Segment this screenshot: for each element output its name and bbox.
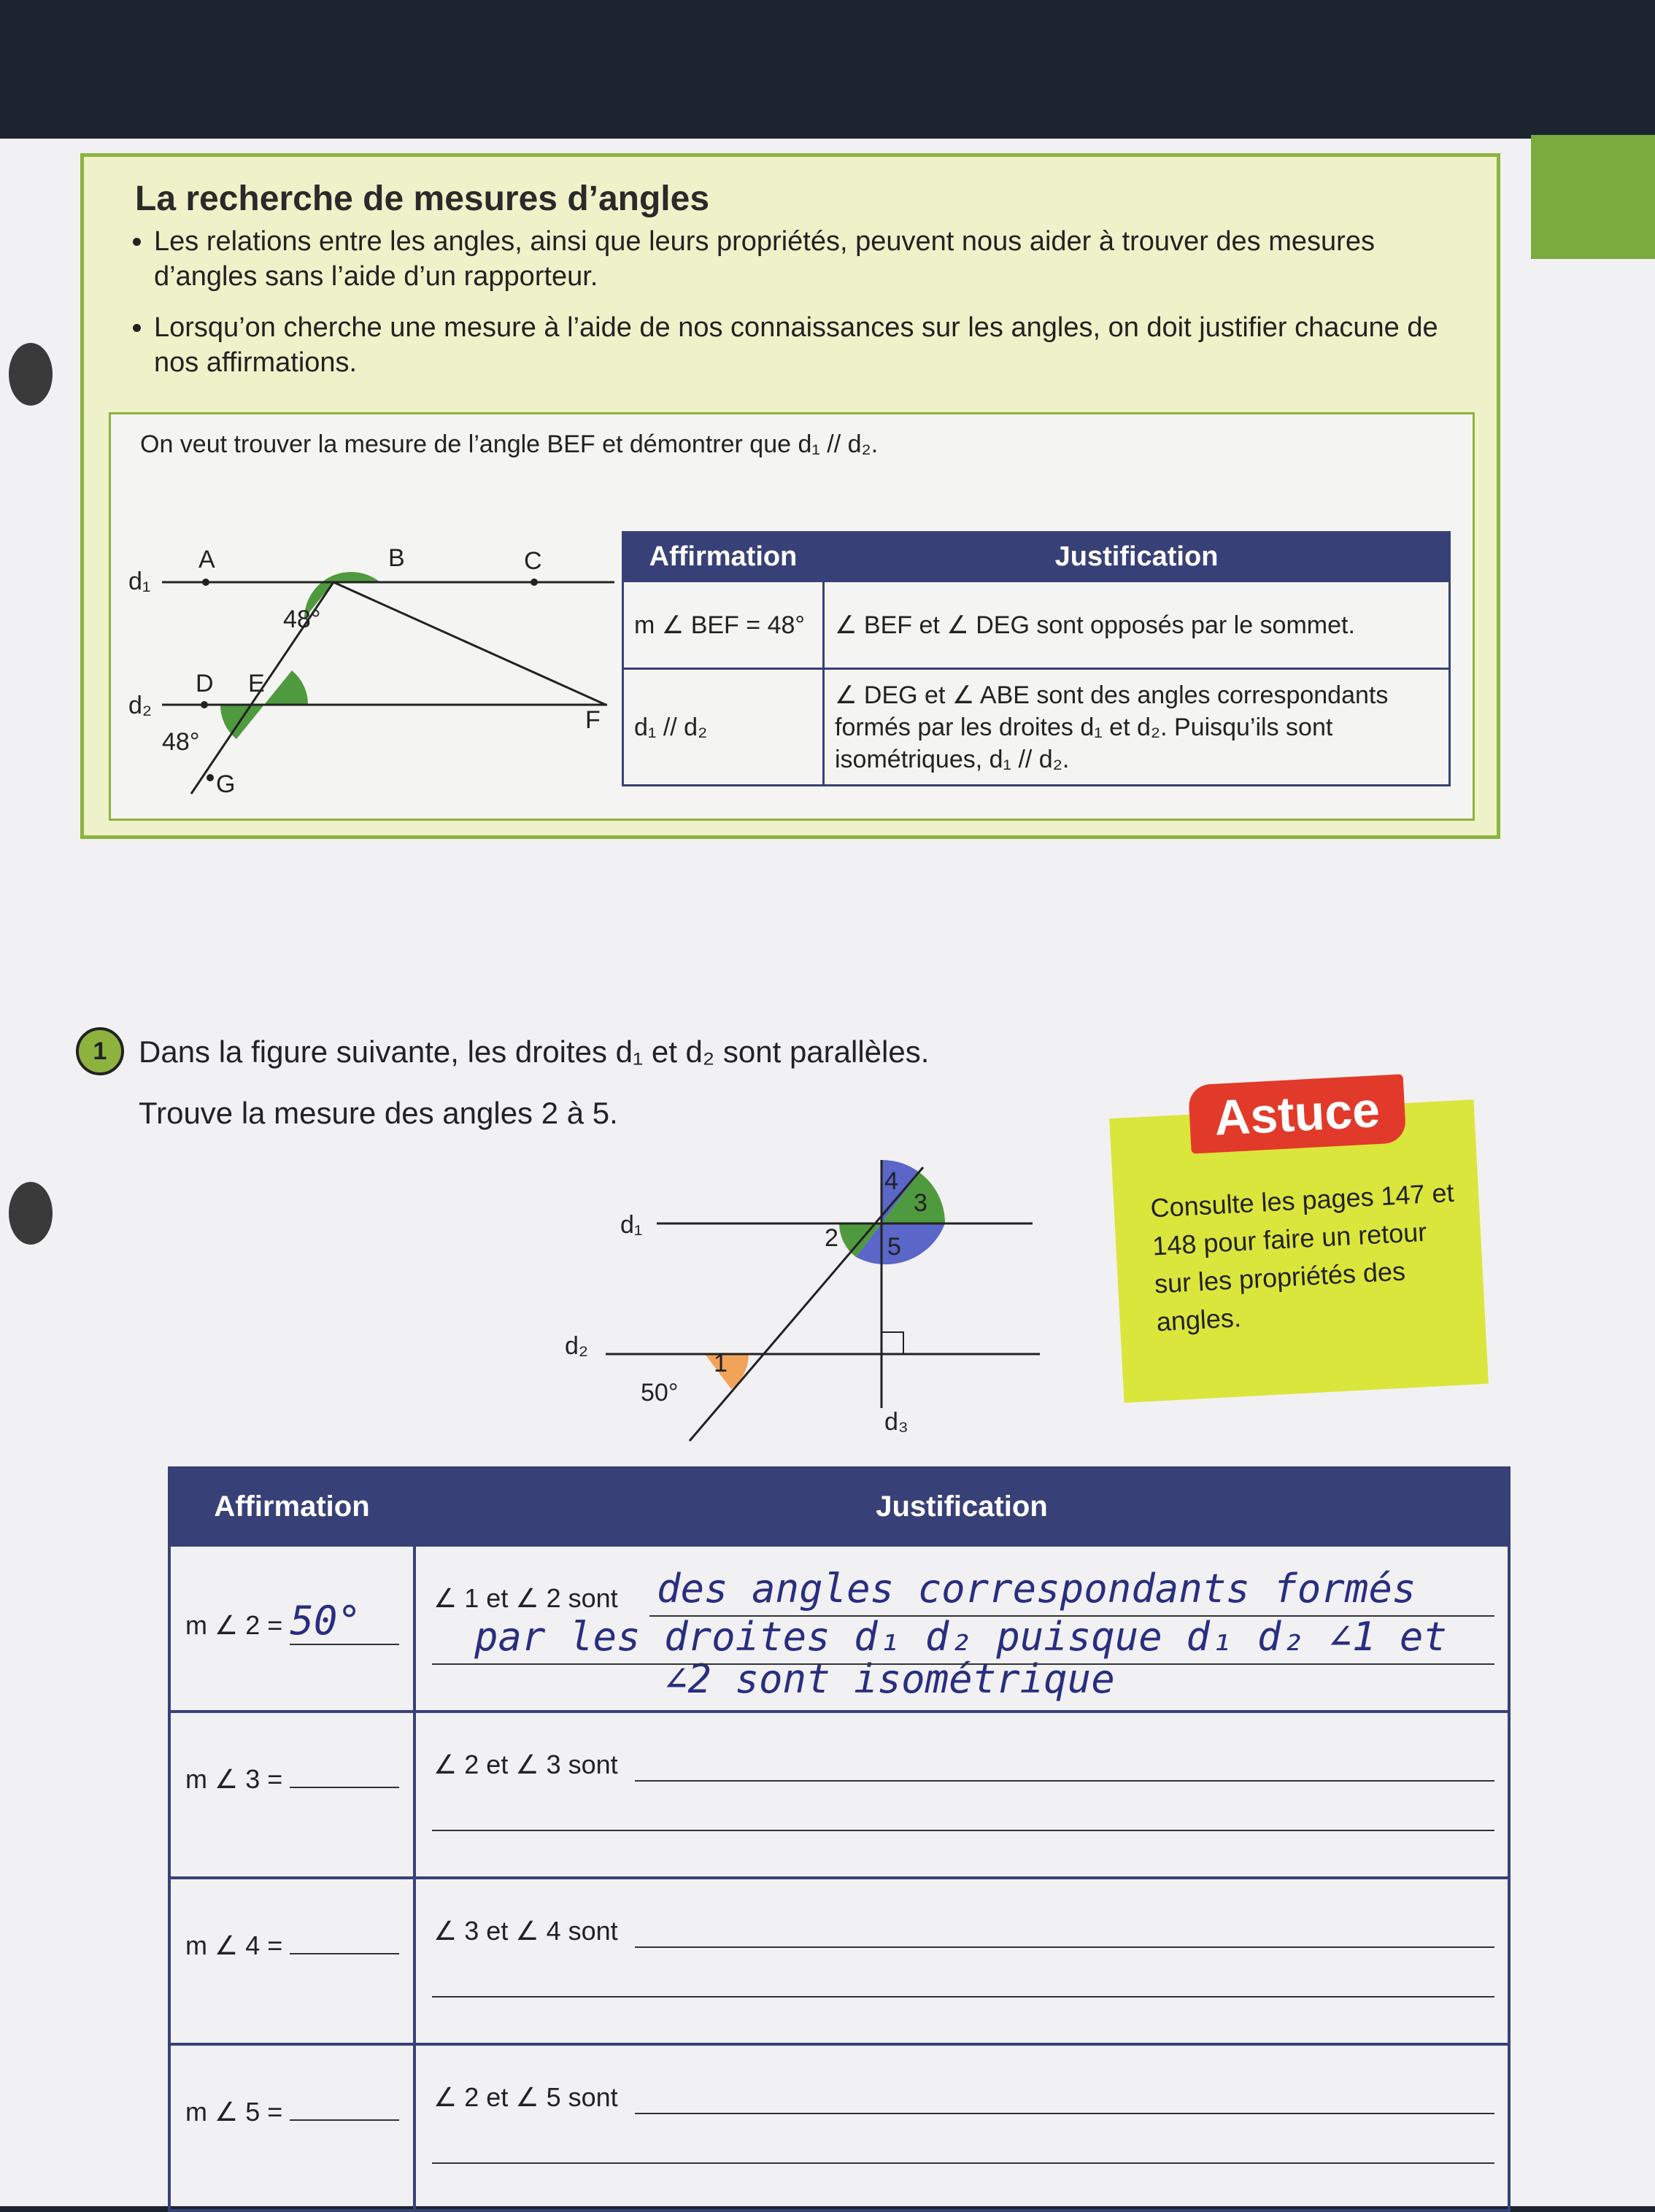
col-header-justification: Justification — [414, 1468, 1509, 1545]
affirmation-m2 — [185, 1598, 399, 1645]
example-figure — [118, 480, 614, 801]
affirmation-label: m ∠ 4 = — [185, 1930, 283, 1960]
answer-table — [168, 1466, 1511, 2212]
label-50-degrees: 50° — [641, 1379, 679, 1407]
example-affirmation: m ∠ BEF = 48° — [623, 581, 824, 669]
astuce-box — [1109, 1081, 1489, 1403]
justification-prefix: ∠ 2 et ∠ 3 sont — [433, 1749, 618, 1779]
label-d1: d₁ — [128, 568, 151, 595]
affirmation-label: m ∠ 3 = — [185, 1764, 283, 1794]
astuce-title: Astuce — [1188, 1074, 1406, 1153]
label-f: F — [585, 706, 601, 734]
example-statement: On veut trouver la mesure de l’angle BEF et démontrer que d₁ // d₂. — [140, 430, 879, 458]
right-angle-mark — [881, 1332, 903, 1354]
label-c: C — [524, 547, 542, 575]
answer-line[interactable] — [432, 1996, 1494, 1998]
affirmation-cell — [169, 2044, 414, 2211]
affirmation-m4 — [185, 1930, 399, 1961]
answer-line[interactable] — [635, 1780, 1494, 1782]
handwritten-answer: 50° — [290, 1598, 361, 1644]
info-bullet: • Les relations entre les angles, ainsi que leurs propriétés, peuvent nous aider à trouver des mesures d’angles sans l’aide d’un rapporteur. — [154, 224, 1453, 294]
point-c — [531, 579, 538, 586]
affirmation-m3 — [185, 1764, 399, 1795]
binder-hole — [9, 1182, 53, 1245]
point-g — [207, 774, 214, 781]
label-48-bottom: 48° — [162, 728, 200, 756]
label-angle-4: 4 — [884, 1167, 898, 1195]
exercise-number-badge: 1 — [76, 1027, 124, 1075]
answer-line[interactable] — [635, 1946, 1494, 1948]
answer-line[interactable] — [649, 1615, 1494, 1617]
example-box — [109, 412, 1475, 821]
answer-line[interactable] — [432, 1830, 1494, 1831]
justification-cell — [414, 1545, 1509, 1712]
exercise-instruction: Dans la figure suivante, les droites d₁ et d₂ sont parallèles. — [139, 1035, 930, 1069]
label-angle-3: 3 — [914, 1189, 927, 1217]
answer-blank[interactable] — [290, 1787, 399, 1788]
label-b: B — [388, 544, 405, 572]
handwritten-line: par les droites d₁ d₂ puisque d₁ d₂ ∠1 et — [474, 1614, 1447, 1660]
answer-line[interactable] — [432, 1663, 1494, 1665]
handwritten-line: des angles correspondants formés — [657, 1566, 1416, 1612]
answer-blank[interactable] — [290, 1953, 399, 1954]
exercise-figure — [555, 1145, 1065, 1459]
label-angle-1: 1 — [714, 1350, 728, 1377]
justification-prefix: ∠ 1 et ∠ 2 sont — [433, 1583, 618, 1613]
label-d2: d₂ — [128, 692, 153, 719]
exercise-question: Trouve la mesure des angles 2 à 5. — [139, 1096, 618, 1130]
point-a — [202, 579, 209, 586]
label-d: D — [196, 670, 214, 697]
transversal — [690, 1167, 923, 1441]
label-e: E — [248, 670, 265, 697]
example-affirmation: d₁ // d₂ — [623, 669, 824, 786]
justification-prefix: ∠ 3 et ∠ 4 sont — [433, 1916, 618, 1946]
answer-blank[interactable] — [290, 1598, 399, 1645]
col-header-justification: Justification — [824, 533, 1450, 581]
answer-blank[interactable] — [290, 2119, 399, 2121]
info-box — [80, 153, 1500, 839]
point-d — [201, 701, 208, 708]
answer-line[interactable] — [432, 2162, 1494, 2164]
label-d2: d₂ — [565, 1332, 589, 1360]
label-d1: d₁ — [620, 1211, 643, 1239]
label-g: G — [216, 770, 236, 798]
angle-deg-wedge — [220, 705, 264, 739]
page-tab — [1531, 135, 1655, 259]
example-table — [622, 531, 1451, 786]
label-angle-2: 2 — [825, 1224, 838, 1252]
affirmation-label: m ∠ 2 = — [185, 1610, 283, 1640]
affirmation-cell — [169, 1878, 414, 2044]
example-justification: ∠ DEG et ∠ ABE sont des angles correspondants formés par les droites d₁ et d₂. Puisqu’ils sont isométriques, d₁ // d₂. — [824, 669, 1450, 786]
affirmation-m5 — [185, 2097, 399, 2127]
binder-hole — [9, 343, 53, 406]
col-header-affirmation: Affirmation — [623, 533, 824, 581]
segment-bf — [333, 582, 606, 705]
col-header-affirmation: Affirmation — [169, 1468, 414, 1545]
label-angle-5: 5 — [887, 1233, 901, 1261]
justification-cell — [414, 2044, 1509, 2211]
affirmation-cell — [169, 1545, 414, 1712]
label-a: A — [198, 546, 215, 573]
justification-cell — [414, 1878, 1509, 2044]
info-bullet: • Lorsqu’on cherche une mesure à l’aide de nos connaissances sur les angles, on doit justifier chacune de nos affirmations. — [154, 310, 1453, 380]
info-bullets — [125, 224, 1453, 396]
handwritten-line: ∠2 sont isométrique — [664, 1656, 1115, 1702]
affirmation-cell — [169, 1712, 414, 1878]
justification-prefix: ∠ 2 et ∠ 5 sont — [433, 2082, 618, 2112]
info-title: La recherche de mesures d’angles — [135, 179, 710, 218]
justification-cell — [414, 1712, 1509, 1878]
astuce-text: Consulte les pages 147 et 148 pour faire un retour sur les propriétés des angles. — [1149, 1177, 1455, 1337]
affirmation-label: m ∠ 5 = — [185, 2097, 283, 2127]
label-48-top: 48° — [283, 606, 321, 633]
label-d3: d₃ — [884, 1408, 908, 1436]
example-justification: ∠ BEF et ∠ DEG sont opposés par le sommet. — [824, 581, 1450, 669]
answer-line[interactable] — [635, 2113, 1494, 2114]
